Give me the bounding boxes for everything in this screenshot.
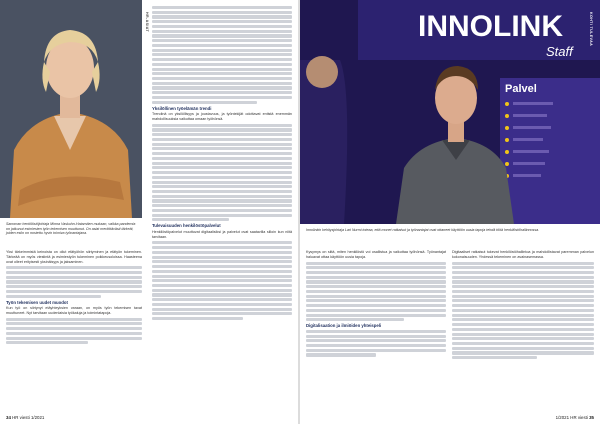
page-number-left: 34 <box>6 415 11 420</box>
portrait-illustration <box>0 0 142 218</box>
right-page <box>300 0 600 424</box>
right-footer <box>556 415 594 420</box>
middle-column-body <box>152 6 292 322</box>
photo-banner-label: Palvel <box>505 83 537 95</box>
subhead-new-work: Työn tekemisen uudet muodot <box>6 299 68 305</box>
portrait-photo-man <box>300 0 600 224</box>
subhead-digitalisation: Digitalisaation ja ilmiöiden yhteispeli <box>306 323 382 329</box>
section-label: HR-ASIAT <box>145 12 149 33</box>
banner-subtext: Staff <box>546 44 573 59</box>
issue-left: 1/2021 <box>30 415 45 420</box>
section-label-right: KOHTI TULEVAA <box>589 12 593 47</box>
page-number-right: 35 <box>589 415 594 420</box>
photo-caption: Sanoman henkilöstöjohtaja Minna Vaskuhn-Hatamäen mukaan, vaikka pandemia on jatkunut esimiesten työn tekemisen muuttunut. On asiat merkittävästi tärkeät, joiden esiin on nostettu hyvin toimiva työnantajana. <box>6 222 136 236</box>
left-footer <box>6 415 44 420</box>
left-column-body <box>6 250 142 346</box>
right-column-2 <box>452 250 594 361</box>
subhead-trend: Yksilöllinen työelämän trendi <box>152 105 212 111</box>
issue-right: 1/2021 <box>555 415 570 420</box>
right-col1-paragraph: Kysymys on siitä, miten henkilöstö voi osallistua ja vaikuttaa työhönsä. Työnantajat haluavat ottaa käyttöön uusia tapoja. <box>306 250 446 259</box>
photo-caption-right: Innolinkin kehitysjohtaja Lari Nurmi toteaa, että monet ratkaisut ja työnantajat ovat ottaneet käyttöön uusia tapoja tehdä töitä henkilöstöhallinnossa. <box>306 228 540 232</box>
services-paragraph: Henkilöstöpalvelut muuttuvat digitaalisiksi ja palvelut ovat saatavilla silloin kun niitä tarvitaan. <box>152 229 292 239</box>
subhead-services: Tulevaisuuden henkilöstöpalvelut <box>152 223 221 229</box>
magazine-name-right: HR viesti <box>570 415 588 420</box>
body-paragraph: Kun työ on siirtynyt etäyhteyksien varaan, on myös työn tekemisen tavat muuttuneet. Nyt tarvitaan uudenlaisia työkaluja ja toimintatapoja. <box>6 306 142 315</box>
right-col2-paragraph: Digitaaliset ratkaisut tukevat henkilöstöhallintoa ja mahdollistavat paremman palvelun kokonaisuuden. Yhdessä tekeminen on avainasemassa. <box>452 250 594 259</box>
magazine-name-left: HR viesti <box>12 415 30 420</box>
right-column-1 <box>306 250 446 358</box>
banner-text: INNOLINK <box>418 10 563 43</box>
left-page <box>0 0 298 424</box>
trend-paragraph: Trendinä on yksilöllisyys ja joustavuus, ja työntekijät odottavat entistä enemmän mahdollisuuksia vaikuttaa omaan työhönsä. <box>152 112 292 121</box>
intro-paragraph: Yksi tärkeimmistä keinoista on ollut etätyöhön siirtyminen ja etätyön tukeminen. Tärkeää on myös viestintä ja esimiestyön tukeminen poikkeusoloissa. Haasteena ovat olleet erityisesti yksinäisyys ja jaksaminen. <box>6 250 142 264</box>
portrait-photo-woman <box>0 0 142 218</box>
portrait-illustration <box>300 0 600 224</box>
